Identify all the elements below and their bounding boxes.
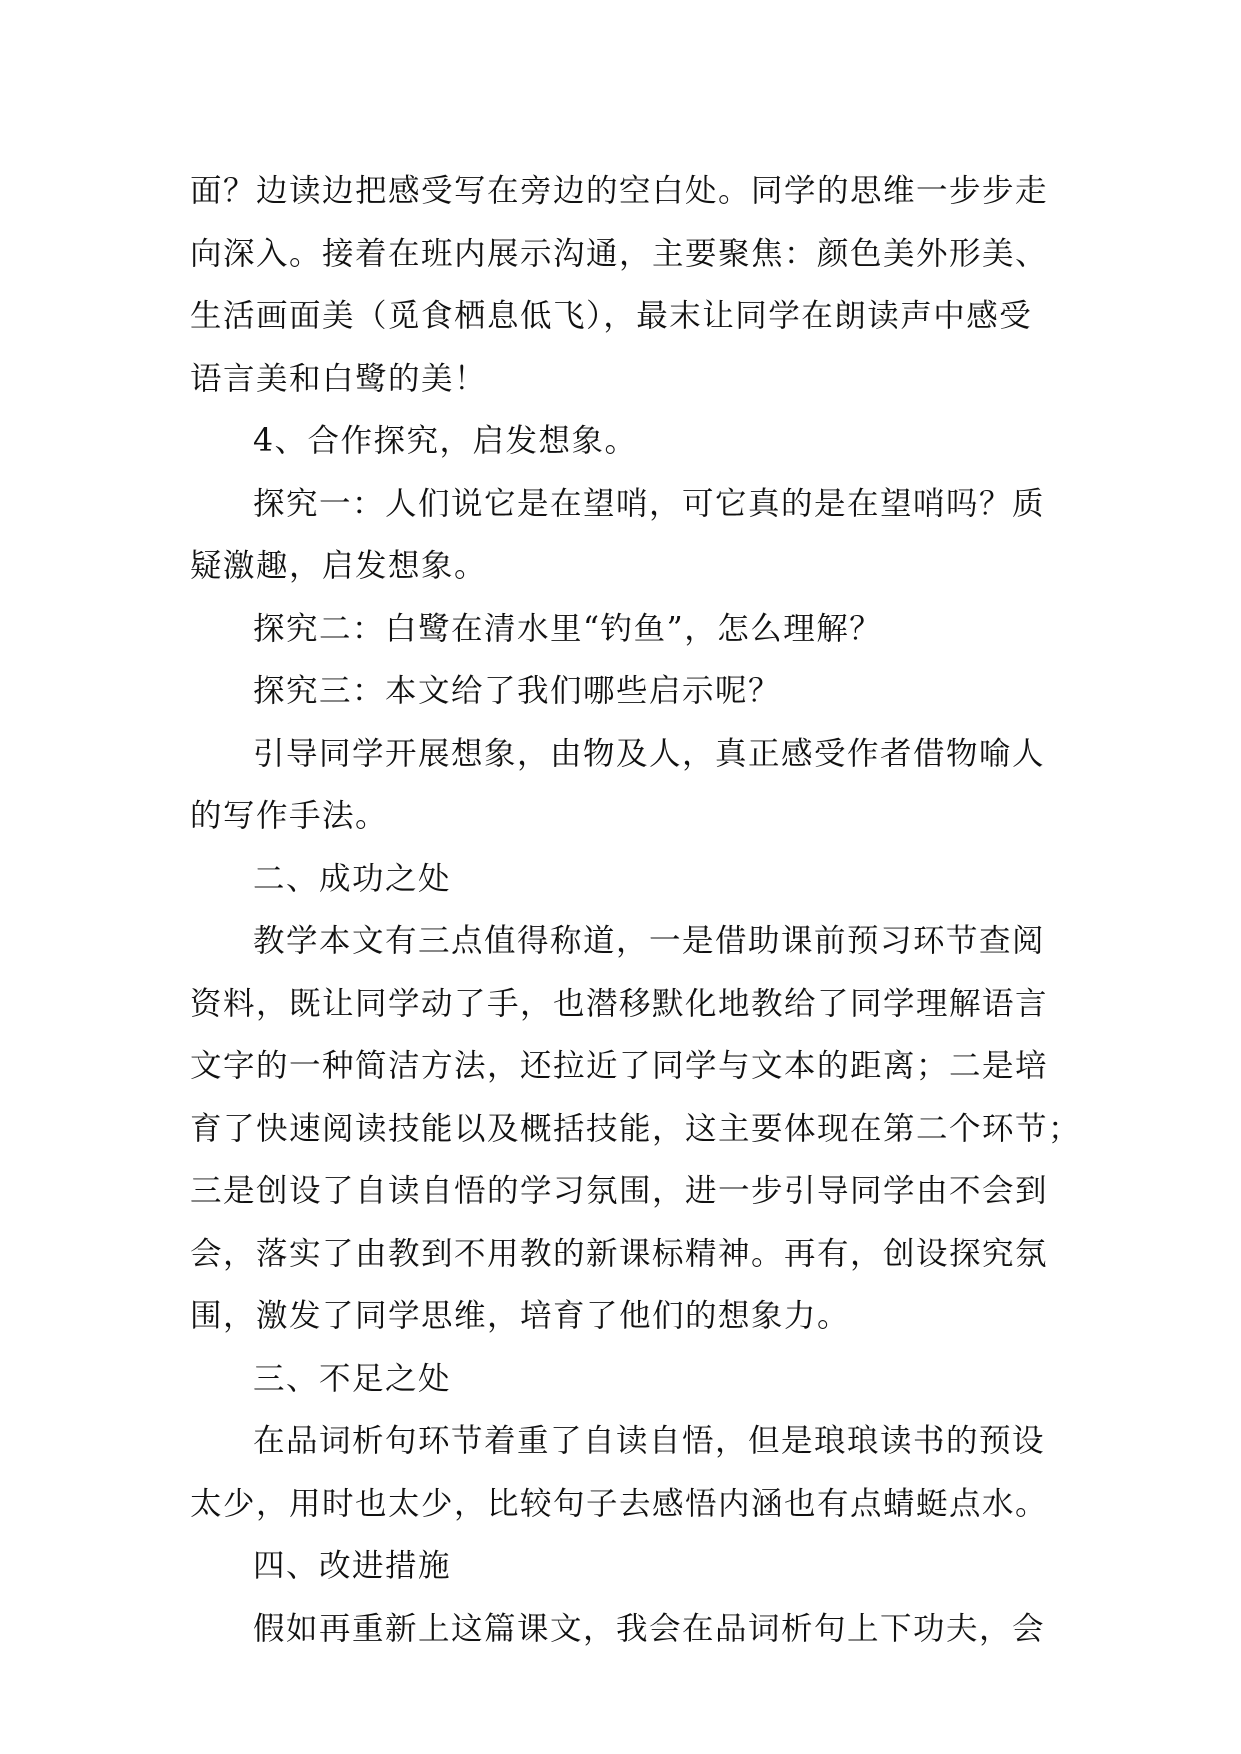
text-line: 面？边读边把感受写在旁边的空白处。同学的思维一步步走 (190, 173, 1049, 209)
section-heading: 四、改进措施 (253, 1548, 452, 1584)
text-line: 育了快速阅读技能以及概括技能，这主要体现在第二个环节； (190, 1110, 1082, 1147)
text-line: 在品词析句环节着重了自读自悟，但是琅琅读书的预设 (253, 1423, 1046, 1459)
text-line: 向深入。接着在班内展示沟通，主要聚焦：颜色美外形美、 (190, 235, 1049, 272)
text-line: 探究三：本文给了我们哪些启示呢？ (253, 673, 782, 709)
text-line: 探究一：人们说它是在望哨，可它真的是在望哨吗？质 (253, 485, 1046, 522)
text-line: 太少，用时也太少，比较句子去感悟内涵也有点蜻蜓点水。 (190, 1485, 1049, 1522)
text-line: 教学本文有三点值得称道，一是借助课前预习环节查阅 (253, 923, 1046, 959)
text-line: 假如再重新上这篇课文，我会在品词析句上下功夫，会 (253, 1610, 1046, 1647)
text-line: 资料，既让同学动了手，也潜移默化地教给了同学理解语言 (190, 985, 1049, 1022)
text-line: 探究二：白鹭在清水里“钓鱼”，怎么理解？ (253, 610, 883, 647)
section-heading: 三、不足之处 (253, 1360, 452, 1397)
text-line: 会，落实了由教到不用教的新课标精神。再有，创设探究氛 (190, 1235, 1049, 1272)
section-heading: 二、成功之处 (253, 860, 452, 897)
section-heading: 4、合作探究，启发想象。 (253, 423, 638, 459)
document-body (190, 160, 1082, 1660)
text-line: 三是创设了自读自悟的学习氛围，进一步引导同学由不会到 (190, 1173, 1049, 1209)
text-line: 的写作手法。 (190, 798, 389, 834)
text-line: 围，激发了同学思维，培育了他们的想象力。 (190, 1298, 851, 1334)
text-line: 疑激趣，启发想象。 (190, 548, 488, 584)
text-line: 生活画面美（觅食栖息低飞），最末让同学在朗读声中感受 (190, 298, 1033, 334)
text-line: 引导同学开展想象，由物及人，真正感受作者借物喻人 (253, 735, 1046, 772)
text-line: 语言美和白鹭的美！ (190, 360, 488, 397)
text-line: 文字的一种简洁方法，还拉近了同学与文本的距离；二是培 (190, 1048, 1049, 1084)
